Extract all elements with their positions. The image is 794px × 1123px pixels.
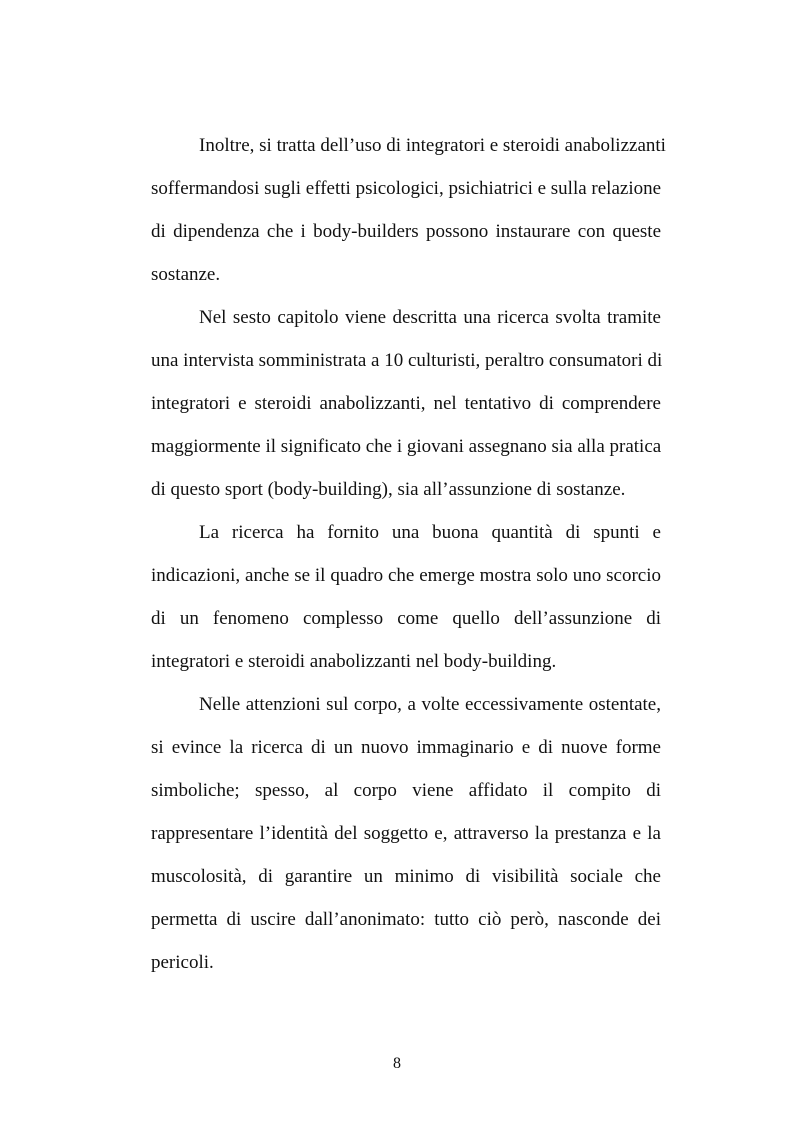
text-line: simboliche; spesso, al corpo viene affidato il compito di <box>151 780 661 801</box>
text-line: integratori e steroidi anabolizzanti, nel tentativo di comprendere <box>151 393 661 414</box>
paragraph-3 <box>151 511 661 683</box>
text-line: soffermandosi sugli effetti psicologici, psichiatrici e sulla relazione <box>151 178 662 199</box>
page-number: 8 <box>393 1055 401 1072</box>
text-line: sostanze. <box>151 264 221 285</box>
text-line: La ricerca ha fornito una buona quantità di spunti e <box>199 522 661 543</box>
text-line: rappresentare l’identità del soggetto e, attraverso la prestanza e la <box>151 823 661 844</box>
text-line: Nelle attenzioni sul corpo, a volte eccessivamente ostentate, <box>199 694 661 715</box>
text-line: di questo sport (body-building), sia all’assunzione di sostanze. <box>151 479 626 500</box>
text-line: permetta di uscire dall’anonimato: tutto ciò però, nasconde dei <box>151 909 661 930</box>
text-line: integratori e steroidi anabolizzanti nel body-building. <box>151 651 557 672</box>
text-line: si evince la ricerca di un nuovo immaginario e di nuove forme <box>151 737 661 758</box>
paragraph-1 <box>151 124 666 296</box>
paragraph-4 <box>151 683 661 984</box>
text-line: di dipendenza che i body-builders possono instaurare con queste <box>151 221 661 242</box>
text-line: indicazioni, anche se il quadro che emerge mostra solo uno scorcio <box>151 565 661 586</box>
text-line: Nel sesto capitolo viene descritta una ricerca svolta tramite <box>199 307 661 328</box>
text-line: di un fenomeno complesso come quello dell’assunzione di <box>151 608 661 629</box>
paragraph-2 <box>151 296 661 511</box>
body-text <box>151 124 666 984</box>
text-line: muscolosità, di garantire un minimo di visibilità sociale che <box>151 866 661 887</box>
text-line: Inoltre, si tratta dell’uso di integratori e steroidi anabolizzanti <box>199 135 666 156</box>
text-line: maggiormente il significato che i giovani assegnano sia alla pratica <box>151 436 662 457</box>
text-line: pericoli. <box>151 952 214 973</box>
text-line: una intervista somministrata a 10 culturisti, peraltro consumatori di <box>151 350 663 371</box>
